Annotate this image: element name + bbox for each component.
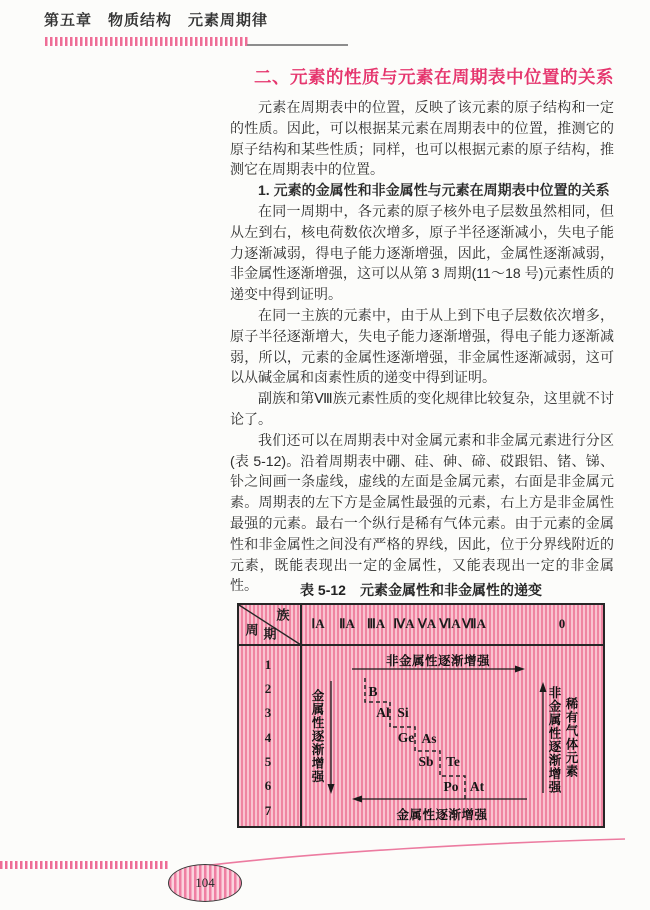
paragraph-5: 我们还可以在周期表中对金属元素和非金属元素进行分区(表 5-12)。沿着周期表中硼、硅、砷、碲、砹跟铝、锗、锑、钋之间画一条虚线，虚线的左面是金属元素，右面是非金属元素。周期表的左下方是金属性最强的元素，右上方是非金属性最强的元素。最右一个纵行是稀有气体元素。由于元素的金属性和非金属性之间没有严格的界线，因此，位于分界线附近的元素，既能表现出一定的金属性，又能表现出一定的非金属性。 <box>230 431 614 594</box>
paragraph-2: 在同一周期中，各元素的原子核外电子层数虽然相同，但从左到右，核电荷数依次增多，原子半径逐渐减小，失电子能力逐渐减弱，得电子能力逐渐增强，因此，金属性逐渐减弱，非金属性逐渐增强，这可以从第 3 周期(11～18 号)元素性质的递变中得到证明。 <box>230 202 614 303</box>
top-arrowhead-icon <box>515 666 525 673</box>
element-symbol: Al <box>376 705 390 720</box>
element-symbol: As <box>421 731 437 746</box>
paragraph-4: 副族和第Ⅷ族元素性质的变化规律比较复杂，这里就不讨论了。 <box>230 390 614 427</box>
header-stripe-bar <box>45 37 248 46</box>
element-symbol: Si <box>397 705 409 720</box>
corner-label-period-1: 周 <box>245 622 259 638</box>
footer-stripe-bar <box>0 861 170 869</box>
header-rule-line <box>247 44 348 46</box>
element-symbol: Po <box>443 779 459 794</box>
group-label: ⅤA <box>417 616 437 631</box>
group-label: ⅡA <box>339 616 355 631</box>
group-label: ⅢA <box>366 616 386 631</box>
period-number: 5 <box>264 754 272 769</box>
annotation-bottom-metal-increase: 金属性逐渐增强 <box>396 808 488 822</box>
right-arrowhead-icon <box>540 682 547 692</box>
group-label: ⅠA <box>311 616 325 631</box>
footer-curve-line <box>0 830 650 910</box>
element-symbol: B <box>368 684 378 699</box>
group-label: ⅥA <box>439 616 461 631</box>
period-number: 7 <box>264 803 272 818</box>
group-label: 0 <box>558 616 566 631</box>
annotation-left-metal-increase: 金属性逐渐增强 <box>310 689 324 784</box>
element-symbol: Sb <box>418 754 434 769</box>
period-number: 3 <box>264 705 272 720</box>
table-caption: 表 5-12 元素金属性和非金属性的递变 <box>300 582 542 598</box>
period-number: 2 <box>264 681 272 696</box>
bottom-arrowhead-icon <box>352 796 362 803</box>
element-symbol: At <box>469 779 485 794</box>
body-text <box>230 97 614 596</box>
element-symbol: Te <box>446 754 460 769</box>
group-label: ⅦA <box>462 616 486 631</box>
trend-table <box>237 603 605 828</box>
left-arrowhead-icon <box>328 784 335 794</box>
page-number: 104 <box>195 875 215 890</box>
annotation-top-nonmetal-increase: 非金属性逐渐增强 <box>385 654 491 668</box>
corner-label-group: 族 <box>276 607 290 623</box>
page-number-badge <box>168 864 242 902</box>
group-label: ⅣA <box>393 616 415 631</box>
period-number: 1 <box>264 657 272 672</box>
section-title: 二、元素的性质与元素在周期表中位置的关系 <box>254 67 614 87</box>
paragraph-3: 在同一主族的元素中，由于从上到下电子层数依次增多，原子半径逐渐增大，失电子能力逐渐增强，得电子能力逐渐减弱，所以，元素的金属性逐渐增强，非金属性逐渐减弱，这可以从碱金属和卤素性质的递变中得到证明。 <box>230 306 614 386</box>
period-number: 4 <box>264 730 272 745</box>
element-symbol: Ge <box>397 730 415 745</box>
chapter-header: 第五章 物质结构 元素周期律 <box>44 12 269 29</box>
annotation-noble-gas-elements: 稀有气体元素 <box>564 697 578 778</box>
annotation-right-nonmetal-increase: 非金属性逐渐增强 <box>547 686 561 794</box>
subheading-1: 1. 元素的金属性和非金属性与元素在周期表中位置的关系 <box>258 182 610 199</box>
corner-label-period-2: 期 <box>263 626 277 642</box>
paragraph-1: 元素在周期表中的位置，反映了该元素的原子结构和一定的性质。因此，可以根据某元素在周期表中的位置，推测它的原子结构和某些性质；同样，也可以根据元素的原子结构，推测它在周期表中的位置。 <box>230 99 614 178</box>
period-number: 6 <box>264 778 272 793</box>
